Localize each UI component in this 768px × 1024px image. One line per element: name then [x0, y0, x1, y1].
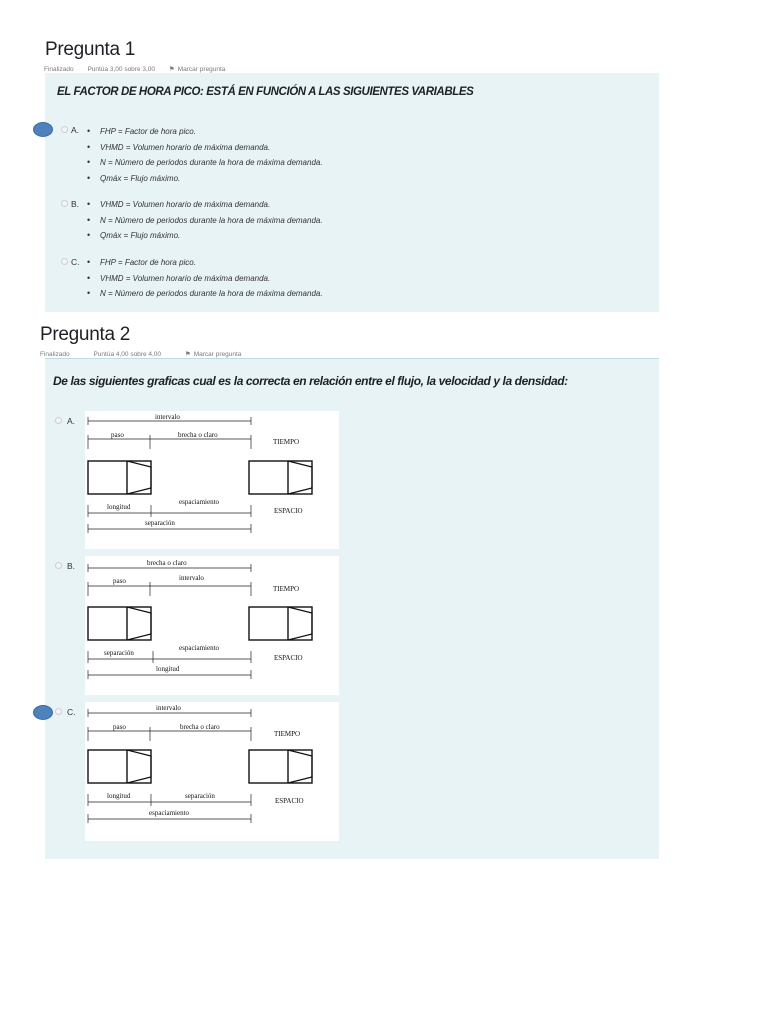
- list-item: • VHMD = Volumen horario de máxima demanda.: [87, 140, 323, 156]
- q1-option-a-radio[interactable]: [61, 126, 68, 133]
- question-2-flag[interactable]: [185, 351, 242, 358]
- diagram-label-bottom: longitud: [156, 665, 180, 673]
- q2-option-c-letter: C.: [67, 707, 76, 717]
- q2-option-b-letter: B.: [67, 561, 76, 571]
- diagram-label-mid: intervalo: [179, 574, 204, 582]
- diagram-label-bottom-left: separación: [104, 649, 134, 657]
- q2-option-a-figure[interactable]: [85, 411, 339, 549]
- diagram-label-bottom-mid: espaciamiento: [179, 498, 220, 506]
- q1-option-c-list: [87, 255, 323, 302]
- q2-option-b-figure[interactable]: [85, 556, 339, 695]
- bullet-icon: •: [87, 126, 91, 136]
- q1-option-b-list: [87, 197, 323, 244]
- diagram-label-bottom-mid: espaciamiento: [179, 644, 220, 652]
- q2-option-a-radio[interactable]: [55, 417, 62, 424]
- list-item: • N = Número de periodos durante la hora de máxima demanda.: [87, 155, 323, 171]
- diagram-label-space: ESPACIO: [274, 654, 303, 662]
- diagram-label-bottom-left: longitud: [107, 503, 131, 511]
- list-item: • N = Número de periodos durante la hora de máxima demanda.: [87, 286, 323, 302]
- bullet-icon: •: [87, 157, 91, 167]
- q2-option-b-radio[interactable]: [55, 562, 62, 569]
- q1-option-c-radio[interactable]: [61, 258, 68, 265]
- list-item: • FHP = Factor de hora pico.: [87, 255, 323, 271]
- selected-answer-marker-q2: [33, 705, 53, 720]
- bullet-icon: •: [87, 214, 91, 225]
- diagram-label-top: intervalo: [156, 704, 181, 712]
- q1-option-c-letter: C.: [71, 257, 80, 267]
- diagram-label-left: paso: [113, 723, 126, 731]
- question-2-score: Puntúa 4,00 sobre 4,00: [93, 351, 162, 358]
- list-item: • VHMD = Volumen horario de máxima demanda.: [87, 197, 323, 213]
- question-1-score: Puntúa 3,00 sobre 3,00: [87, 66, 156, 73]
- gap-diagram-c: [85, 702, 339, 841]
- diagram-label-top: brecha o claro: [147, 559, 187, 567]
- question-1-flag[interactable]: [169, 66, 226, 73]
- gap-diagram-b: [85, 556, 339, 695]
- list-item: • Qmáx = Flujo máximo.: [87, 228, 323, 244]
- flag-icon: ⚑: [168, 66, 175, 73]
- bullet-icon: •: [87, 230, 91, 240]
- list-item: • N = Número de periodos durante la hora de máxima demanda.: [87, 213, 323, 229]
- q1-option-b-letter: B.: [71, 199, 80, 209]
- bullet-icon: •: [87, 141, 91, 152]
- diagram-label-bottom-mid: separación: [185, 792, 215, 800]
- list-item: • Qmáx = Flujo máximo.: [87, 171, 323, 187]
- bullet-icon: •: [87, 172, 91, 183]
- bullet-icon: •: [87, 288, 91, 298]
- diagram-label-time: TIEMPO: [273, 585, 300, 593]
- q1-option-b-radio[interactable]: [61, 200, 68, 207]
- bullet-icon: •: [87, 272, 91, 283]
- diagram-label-bottom: separación: [145, 519, 175, 527]
- diagram-label-space: ESPACIO: [275, 797, 304, 805]
- diagram-label-time: TIEMPO: [273, 438, 300, 446]
- diagram-label-bottom-left: longitud: [107, 792, 131, 800]
- q1-option-a-list: [87, 124, 323, 186]
- flag-label: Marcar pregunta: [177, 66, 226, 73]
- question-1-meta: [44, 65, 237, 73]
- flag-icon: ⚑: [184, 351, 191, 358]
- question-2-panel: [45, 359, 659, 859]
- question-2-title: Pregunta 2: [40, 324, 130, 345]
- diagram-label-top: intervalo: [155, 413, 180, 421]
- question-1-title: Pregunta 1: [45, 39, 135, 60]
- diagram-label-left: paso: [113, 577, 126, 585]
- q1-option-a-letter: A.: [71, 125, 80, 135]
- question-2-text: De las siguientes graficas cual es la correcta en relación entre el flujo, la velocidad y la densidad:: [53, 374, 568, 388]
- question-2-status: Finalizado: [40, 351, 70, 358]
- bullet-icon: •: [87, 199, 91, 209]
- q2-option-c-radio[interactable]: [55, 708, 62, 715]
- list-item: • VHMD = Volumen horario de máxima demanda.: [87, 271, 323, 287]
- diagram-label-space: ESPACIO: [274, 507, 303, 515]
- gap-diagram-a: [85, 411, 339, 549]
- q2-option-a-letter: A.: [67, 416, 76, 426]
- selected-answer-marker-q1: [33, 122, 53, 137]
- diagram-label-time: TIEMPO: [274, 730, 301, 738]
- bullet-icon: •: [87, 257, 91, 267]
- diagram-label-bottom: espaciamiento: [149, 809, 190, 817]
- diagram-label-mid: brecha o claro: [180, 723, 220, 731]
- question-1-status: Finalizado: [44, 66, 74, 73]
- diagram-label-mid: brecha o claro: [178, 431, 218, 439]
- question-2-meta: [40, 350, 253, 358]
- diagram-label-left: paso: [111, 431, 124, 439]
- question-1-text: EL FACTOR DE HORA PICO: ESTÁ EN FUNCIÓN A LAS SIGUIENTES VARIABLES: [57, 86, 474, 98]
- flag-label: Marcar pregunta: [193, 351, 242, 358]
- q2-option-c-figure[interactable]: [85, 702, 339, 841]
- list-item: • FHP = Factor de hora pico.: [87, 124, 323, 140]
- question-1-panel: [45, 73, 659, 312]
